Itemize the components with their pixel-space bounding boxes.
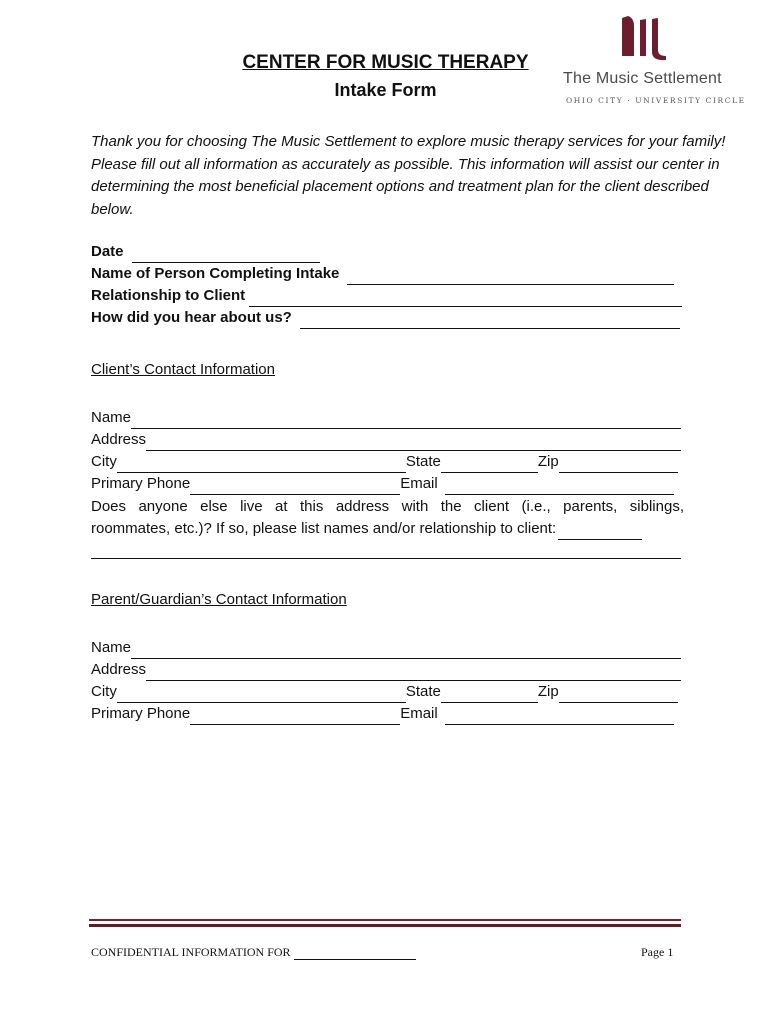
household-answer-field-1[interactable]	[558, 522, 642, 540]
client-name-row	[91, 407, 681, 429]
client-name-field[interactable]	[131, 411, 681, 429]
guardian-phone-label: Primary Phone	[91, 705, 191, 722]
client-state-field[interactable]	[441, 455, 538, 473]
household-question-line1: Does anyone else live at this address with the client (i.e., parents, siblings,	[91, 498, 684, 515]
footer-divider-thick	[89, 924, 681, 927]
logo-tagline: OHIO CITY · UNIVERSITY CIRCLE	[566, 96, 746, 105]
page-number: Page 1	[641, 945, 674, 959]
relationship-field[interactable]	[249, 289, 682, 307]
guardian-city-field[interactable]	[117, 685, 406, 703]
client-phone-field[interactable]	[190, 477, 400, 495]
client-city-field[interactable]	[117, 455, 406, 473]
completing-row	[91, 263, 674, 285]
logo-name: The Music Settlement	[563, 70, 722, 87]
client-address-row	[91, 429, 681, 451]
heard-row	[91, 307, 680, 329]
guardian-address-field[interactable]	[146, 663, 681, 681]
form-subtitle: Intake Form	[334, 80, 437, 100]
heard-field[interactable]	[300, 311, 680, 329]
client-zip-label: Zip	[537, 453, 559, 470]
client-phone-row	[91, 473, 674, 495]
guardian-zip-field[interactable]	[559, 685, 678, 703]
footer-confidential	[91, 945, 416, 960]
client-email-label: Email	[400, 475, 438, 492]
client-address-field[interactable]	[146, 433, 681, 451]
footer-divider	[89, 919, 681, 921]
date-field[interactable]	[132, 245, 320, 263]
household-question-line2: roommates, etc.)? If so, please list names and/or relationship to client:	[91, 520, 557, 537]
client-section-heading: Client’s Contact Information	[91, 361, 275, 378]
client-state-label: State	[405, 453, 441, 470]
completing-label: Name of Person Completing Intake	[91, 265, 340, 282]
client-address-label: Address	[91, 431, 147, 448]
guardian-name-field[interactable]	[131, 641, 681, 659]
heard-label: How did you hear about us?	[91, 309, 292, 326]
date-row	[91, 241, 320, 263]
household-answer-field-2[interactable]	[91, 541, 681, 559]
relationship-label: Relationship to Client	[91, 287, 246, 304]
form-title: CENTER FOR MUSIC THERAPY	[242, 52, 529, 73]
guardian-state-field[interactable]	[441, 685, 538, 703]
footer-confidential-field[interactable]	[294, 947, 416, 960]
guardian-email-label: Email	[400, 705, 438, 722]
client-email-field[interactable]	[445, 477, 674, 495]
completing-field[interactable]	[347, 267, 674, 285]
guardian-phone-field[interactable]	[190, 707, 400, 725]
client-zip-field[interactable]	[559, 455, 678, 473]
client-city-label: City	[91, 453, 117, 470]
client-phone-label: Primary Phone	[91, 475, 191, 492]
music-settlement-logo-icon	[618, 16, 670, 62]
guardian-zip-label: Zip	[537, 683, 559, 700]
guardian-name-row	[91, 637, 681, 659]
footer-confidential-label: CONFIDENTIAL INFORMATION FOR	[91, 945, 291, 959]
guardian-address-label: Address	[91, 661, 147, 678]
relationship-row	[91, 285, 682, 307]
guardian-name-label: Name	[91, 639, 132, 656]
guardian-email-field[interactable]	[445, 707, 674, 725]
household-question-row	[91, 518, 642, 540]
intro-paragraph: Thank you for choosing The Music Settlement to explore music therapy services for your family! Please fill out all information as accurately as possible. This information will assist our center in determining the most beneficial placement options and treatment plan for the client described below.	[91, 133, 726, 218]
guardian-city-row	[91, 681, 678, 703]
guardian-state-label: State	[405, 683, 441, 700]
guardian-address-row	[91, 659, 681, 681]
guardian-phone-row	[91, 703, 674, 725]
date-label: Date	[91, 243, 124, 260]
client-city-row	[91, 451, 678, 473]
guardian-section-heading: Parent/Guardian’s Contact Information	[91, 591, 347, 608]
guardian-city-label: City	[91, 683, 117, 700]
client-name-label: Name	[91, 409, 132, 426]
